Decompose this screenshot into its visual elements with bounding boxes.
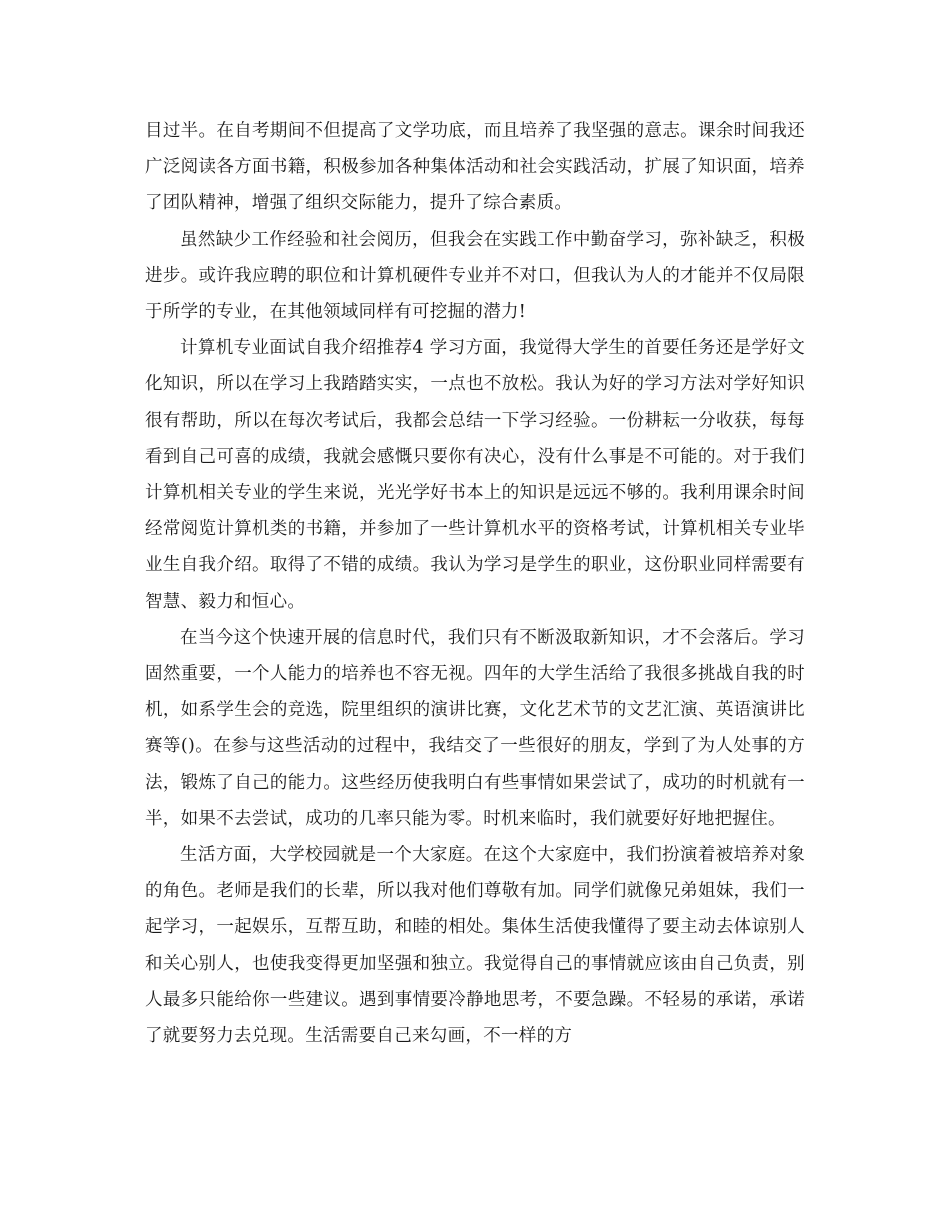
paragraph-4: 在当今这个快速开展的信息时代，我们只有不断汲取新知识，才不会落后。学习固然重要，一个人能力的培养也不容无视。四年的大学生活给了我很多挑战自我的时机，如系学生会的竞选，院里组织的演讲比赛，文化艺术节的文艺汇演、英语演讲比赛等()。在参与这些活动的过程中，我结交了一些很好的朋友，学到了为人处事的方法，锻炼了自己的能力。这些经历使我明白有些事情如果尝试了，成功的时机就有一半，如果不去尝试，成功的几率只能为零。时机来临时，我们就要好好地把握住。 bbox=[145, 627, 805, 829]
paragraph-2: 虽然缺少工作经验和社会阅历，但我会在实践工作中勤奋学习，弥补缺乏，积极进步。或许我应聘的职位和计算机硬件专业并不对口，但我认为人的才能并不仅局限于所学的专业，在其他领域同样有可挖掘的潜力! bbox=[145, 229, 805, 323]
paragraph-3: 计算机专业面试自我介绍推荐4 学习方面，我觉得大学生的首要任务还是学好文化知识，所以在学习上我踏踏实实，一点也不放松。我认为好的学习方法对学好知识很有帮助，所以在每次考试后，我都会总结一下学习经验。一份耕耘一分收获，每每看到自己可喜的成绩，我就会感慨只要你有决心，没有什么事是不可能的。对于我们计算机相关专业的学生来说，光光学好书本上的知识是远远不够的。我利用课余时间经常阅览计算机类的书籍，并参加了一些计算机水平的资格考试，计算机相关专业毕业生自我介绍。取得了不错的成绩。我认为学习是学生的职业，这份职业同样需要有智慧、毅力和恒心。 bbox=[145, 338, 805, 612]
paragraph-5: 生活方面，大学校园就是一个大家庭。在这个大家庭中，我们扮演着被培养对象的角色。老师是我们的长辈，所以我对他们尊敬有加。同学们就像兄弟姐妹，我们一起学习，一起娱乐，互帮互助，和睦的相处。集体生活使我懂得了要主动去体谅别人和关心别人，也使我变得更加坚强和独立。我觉得自己的事情就应该由自己负责，别人最多只能给你一些建议。遇到事情要冷静地思考，不要急躁。不轻易的承诺，承诺了就要努力去兑现。生活需要自己来勾画，不一样的方 bbox=[145, 845, 805, 1047]
document-body bbox=[145, 113, 805, 1054]
paragraph-1: 目过半。在自考期间不但提高了文学功底，而且培养了我坚强的意志。课余时间我还广泛阅读各方面书籍，积极参加各种集体活动和社会实践活动，扩展了知识面，培养了团队精神，增强了组织交际能力，提升了综合素质。 bbox=[145, 121, 805, 214]
